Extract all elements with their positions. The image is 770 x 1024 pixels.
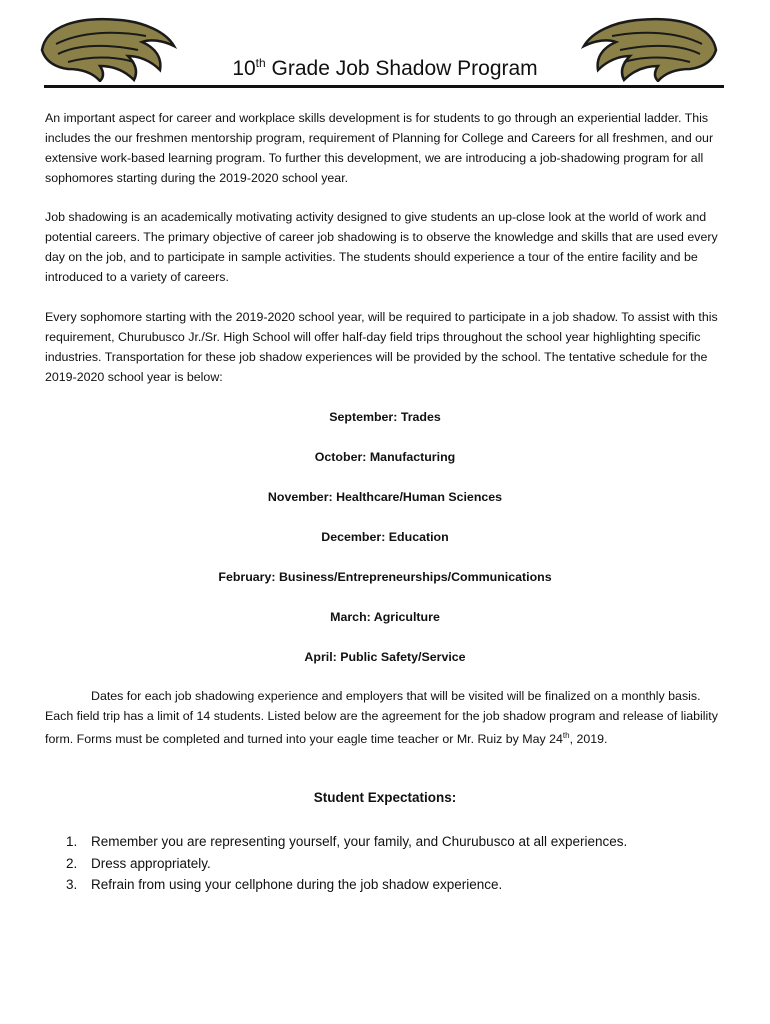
list-item (66, 874, 746, 896)
dates-end: , 2019. (569, 732, 608, 747)
title-underline (44, 85, 724, 88)
dates-text: Dates for each job shadowing experience and employers that will be visited will be finalized on a monthly basis. Each field trip has a limit of 14 students. Listed below are the agreement for the job shadow program and release of liability form. Forms must be completed and turned into your eagle time teacher or Mr. Ruiz by May 24 (45, 689, 718, 747)
schedule-item: October: Manufacturing (314, 450, 456, 464)
expectations-heading: Student Expectations: (313, 790, 457, 805)
title-text: Grade Job Shadow Program (265, 57, 538, 80)
schedule-item: April: Public Safety/Service (304, 650, 466, 664)
title-prefix: 10 (232, 57, 256, 80)
expectations-list (66, 831, 746, 896)
page-title (0, 56, 770, 81)
title-superscript: th (255, 56, 266, 70)
job-shadowing-paragraph: Job shadowing is an academically motivating activity designed to give students an up-close look at the world of work and potential careers. The primary objective of career job shadowing is to observe the knowledge and skills that are used every day on the job, and to participate in sample activities. The students should experience a tour of the entire facility and be introduced to a variety of careers. (45, 210, 718, 284)
schedule-item: September: Trades (329, 410, 441, 424)
dates-paragraph (45, 686, 727, 749)
list-item (66, 853, 746, 875)
schedule-item: March: Agriculture (330, 610, 440, 624)
intro-paragraph: An important aspect for career and workplace skills development is for students to go through an experiential ladder. This includes the our freshmen mentorship program, requirement of Planning for College and Careers for all freshmen, and our extensive work-based learning program. To further this development, we are introducing a job-shadowing program for all sophomores starting during the 2019-2020 school year. (45, 111, 714, 185)
schedule-item: November: Healthcare/Human Sciences (267, 490, 503, 504)
list-number: 2. (66, 855, 78, 871)
list-item (66, 831, 746, 853)
list-text: Dress appropriately. (91, 855, 211, 871)
schedule-item: December: Education (321, 530, 449, 544)
requirement-paragraph: Every sophomore starting with the 2019-2020 school year, will be required to participate in a job shadow. To assist with this requirement, Churubusco Jr./Sr. High School will offer half-day field trips throughout the school year highlighting specific industries. Transportation for these job shadow experiences will be provided by the school. The tentative schedule for the 2019-2020 school year is below: (45, 310, 718, 384)
schedule-item: February: Business/Entrepreneurships/Communications (218, 570, 552, 584)
schedule-list (0, 407, 770, 687)
list-number: 1. (66, 834, 78, 849)
dates-superscript: th (562, 731, 570, 740)
list-number: 3. (66, 877, 78, 892)
list-text: Refrain from using your cellphone during the job shadow experience. (91, 877, 503, 892)
list-text: Remember you are representing yourself, your family, and Churubusco at all experiences. (91, 834, 628, 849)
